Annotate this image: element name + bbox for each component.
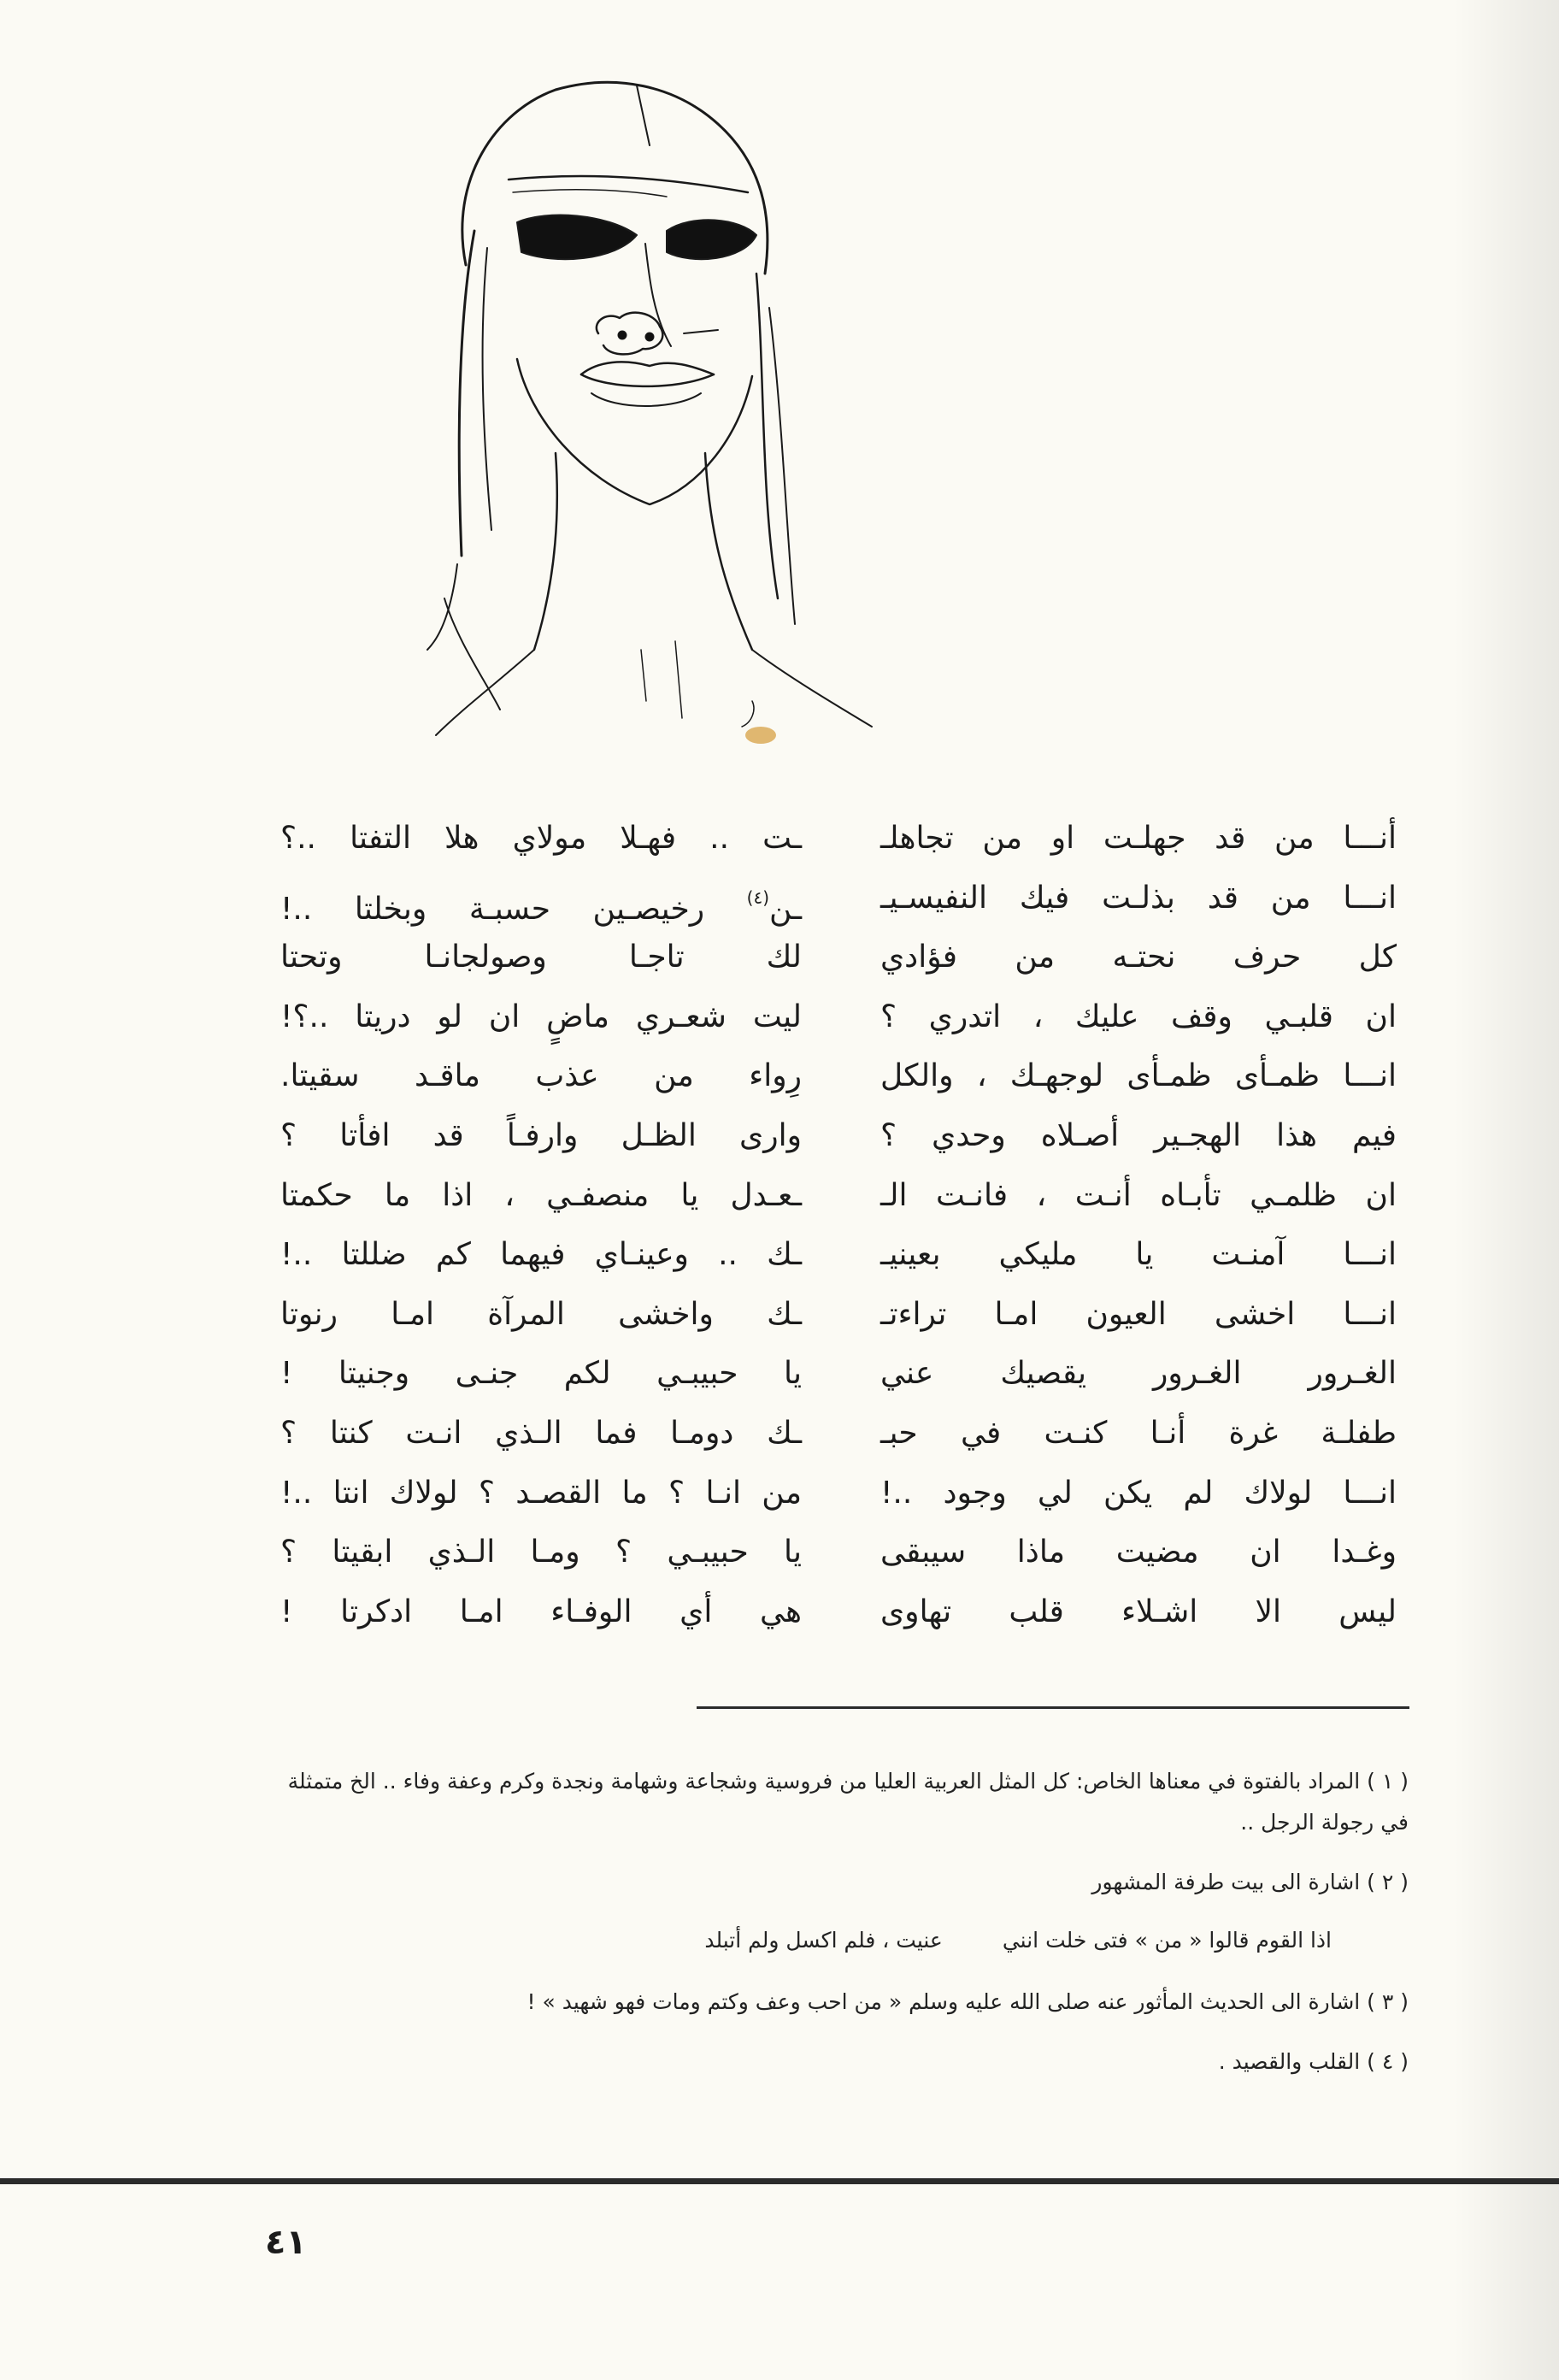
footnote-4: ( ٤ ) القلب والقصيد . [1218,2049,1409,2074]
verse-line: انـــا من قد بذلـت فيك النفيسـيـ [880,880,1397,916]
verse-line: ان ظلمـي تأبـاه أنـت ، فانـت الـ [880,1177,1397,1213]
footnotes [282,1761,1409,2101]
verse-line: كل حرف نحتـه من فؤادي [880,940,1397,975]
verse-line: ليس الا اشـلاء قلب تهاوى [880,1594,1397,1629]
page-number: ٤١ [265,2223,307,2262]
verse-line-rest: رخيصـين حسبـة وبخلتا ..! [280,891,705,927]
quoted-couplet [282,1922,1409,1959]
couplet-second-half: عنيت ، فلم اكسل ولم أتبلد [704,1928,943,1953]
verse-line-with-footnote [280,869,802,928]
verse-line: وارى الظـل وارفـاً قد افأتا ؟ [280,1117,802,1153]
footnote-2: ( ٢ ) اشارة الى بيت طرفة المشهور [1091,1870,1409,1894]
verse-line-start: ـن [769,891,802,927]
verse-line: يا حبيبـي لكم جنـى وجنيتا ! [280,1356,802,1392]
verse-line: ـت .. فهـلا مولاي هلا التفتا ..؟ [280,821,802,856]
verse-line: ليت شعـري ماضٍ ان لو دريتا ..؟! [280,999,802,1034]
scan-edge-shadow [1453,0,1559,2380]
poem-column-left [280,809,802,1641]
page-bottom-rule [0,2178,1559,2184]
footnote-1: ( ١ ) المراد بالفتوة في معناها الخاص: كل المثل العربية العليا من فروسية وشجاعة وشهامة ونجدة وكرم وعفة وفاء .. الخ متمثلة في رجولة الرجل .. [287,1769,1409,1835]
verse-line: طفلـة غرة أنـا كنـت في حبـ [880,1415,1397,1451]
verse-line: ـك دومـا فما الـذي انـت كنتا ؟ [280,1415,802,1451]
verse-line: ان قلبـي وقف عليك ، اتدري ؟ [880,999,1397,1034]
footnote-divider [697,1706,1409,1709]
verse-line: ـك .. وعينـاي فيهما كم ضللتا ..! [280,1237,802,1273]
verse-line: رِواء من عذب ماقـد سقيتا. [280,1058,802,1094]
verse-line: وغـدا ان مضيت ماذا سيبقى [880,1535,1397,1570]
verse-line: الغـرور الغـرور يقصيك عني [880,1356,1397,1392]
verse-line: فيم هذا الهجـير أصـلاه وحدي ؟ [880,1117,1397,1153]
footnote-3: ( ٣ ) اشارة الى الحديث المأثور عنه صلى الله عليه وسلم « من احب وعف وكتم ومات فهو شهيد » ! [527,1989,1409,2014]
verse-line: لك تاجـا وصولجانـا وتحتا [280,940,802,975]
verse-line: انـــا ظمـأى ظمـأى لوجهـك ، والكل [880,1058,1397,1094]
verse-line: ـعـدل يا منصفـي ، اذا ما حكمتا [280,1177,802,1213]
verse-line: يا حبيبـي ؟ ومـا الـذي ابقيتا ؟ [280,1535,802,1570]
poem-column-right [880,809,1397,1641]
couplet-first-half: اذا القوم قالوا « من » فتى خلت انني [1002,1928,1332,1953]
portrait-sketch-icon [274,51,889,752]
verse-line: انـــا اخشى العيون امـا تراءتـ [880,1296,1397,1332]
verse-line: انـــا آمنـت يا مليكي بعينيـ [880,1237,1397,1273]
verse-line: أنـــا من قد جهلـت او من تجاهلـ [880,821,1397,856]
verse-line: ـك واخشى المرآة امـا رنوتا [280,1296,802,1332]
verse-line: انـــا لولاك لم يكن لي وجود ..! [880,1475,1397,1511]
verse-line: هي أي الوفـاء امـا ادكرتا ! [280,1594,802,1629]
verse-line: من انـا ؟ ما القصـد ؟ لولاك انتا ..! [280,1475,802,1511]
footnote-ref: (٤) [746,887,770,908]
